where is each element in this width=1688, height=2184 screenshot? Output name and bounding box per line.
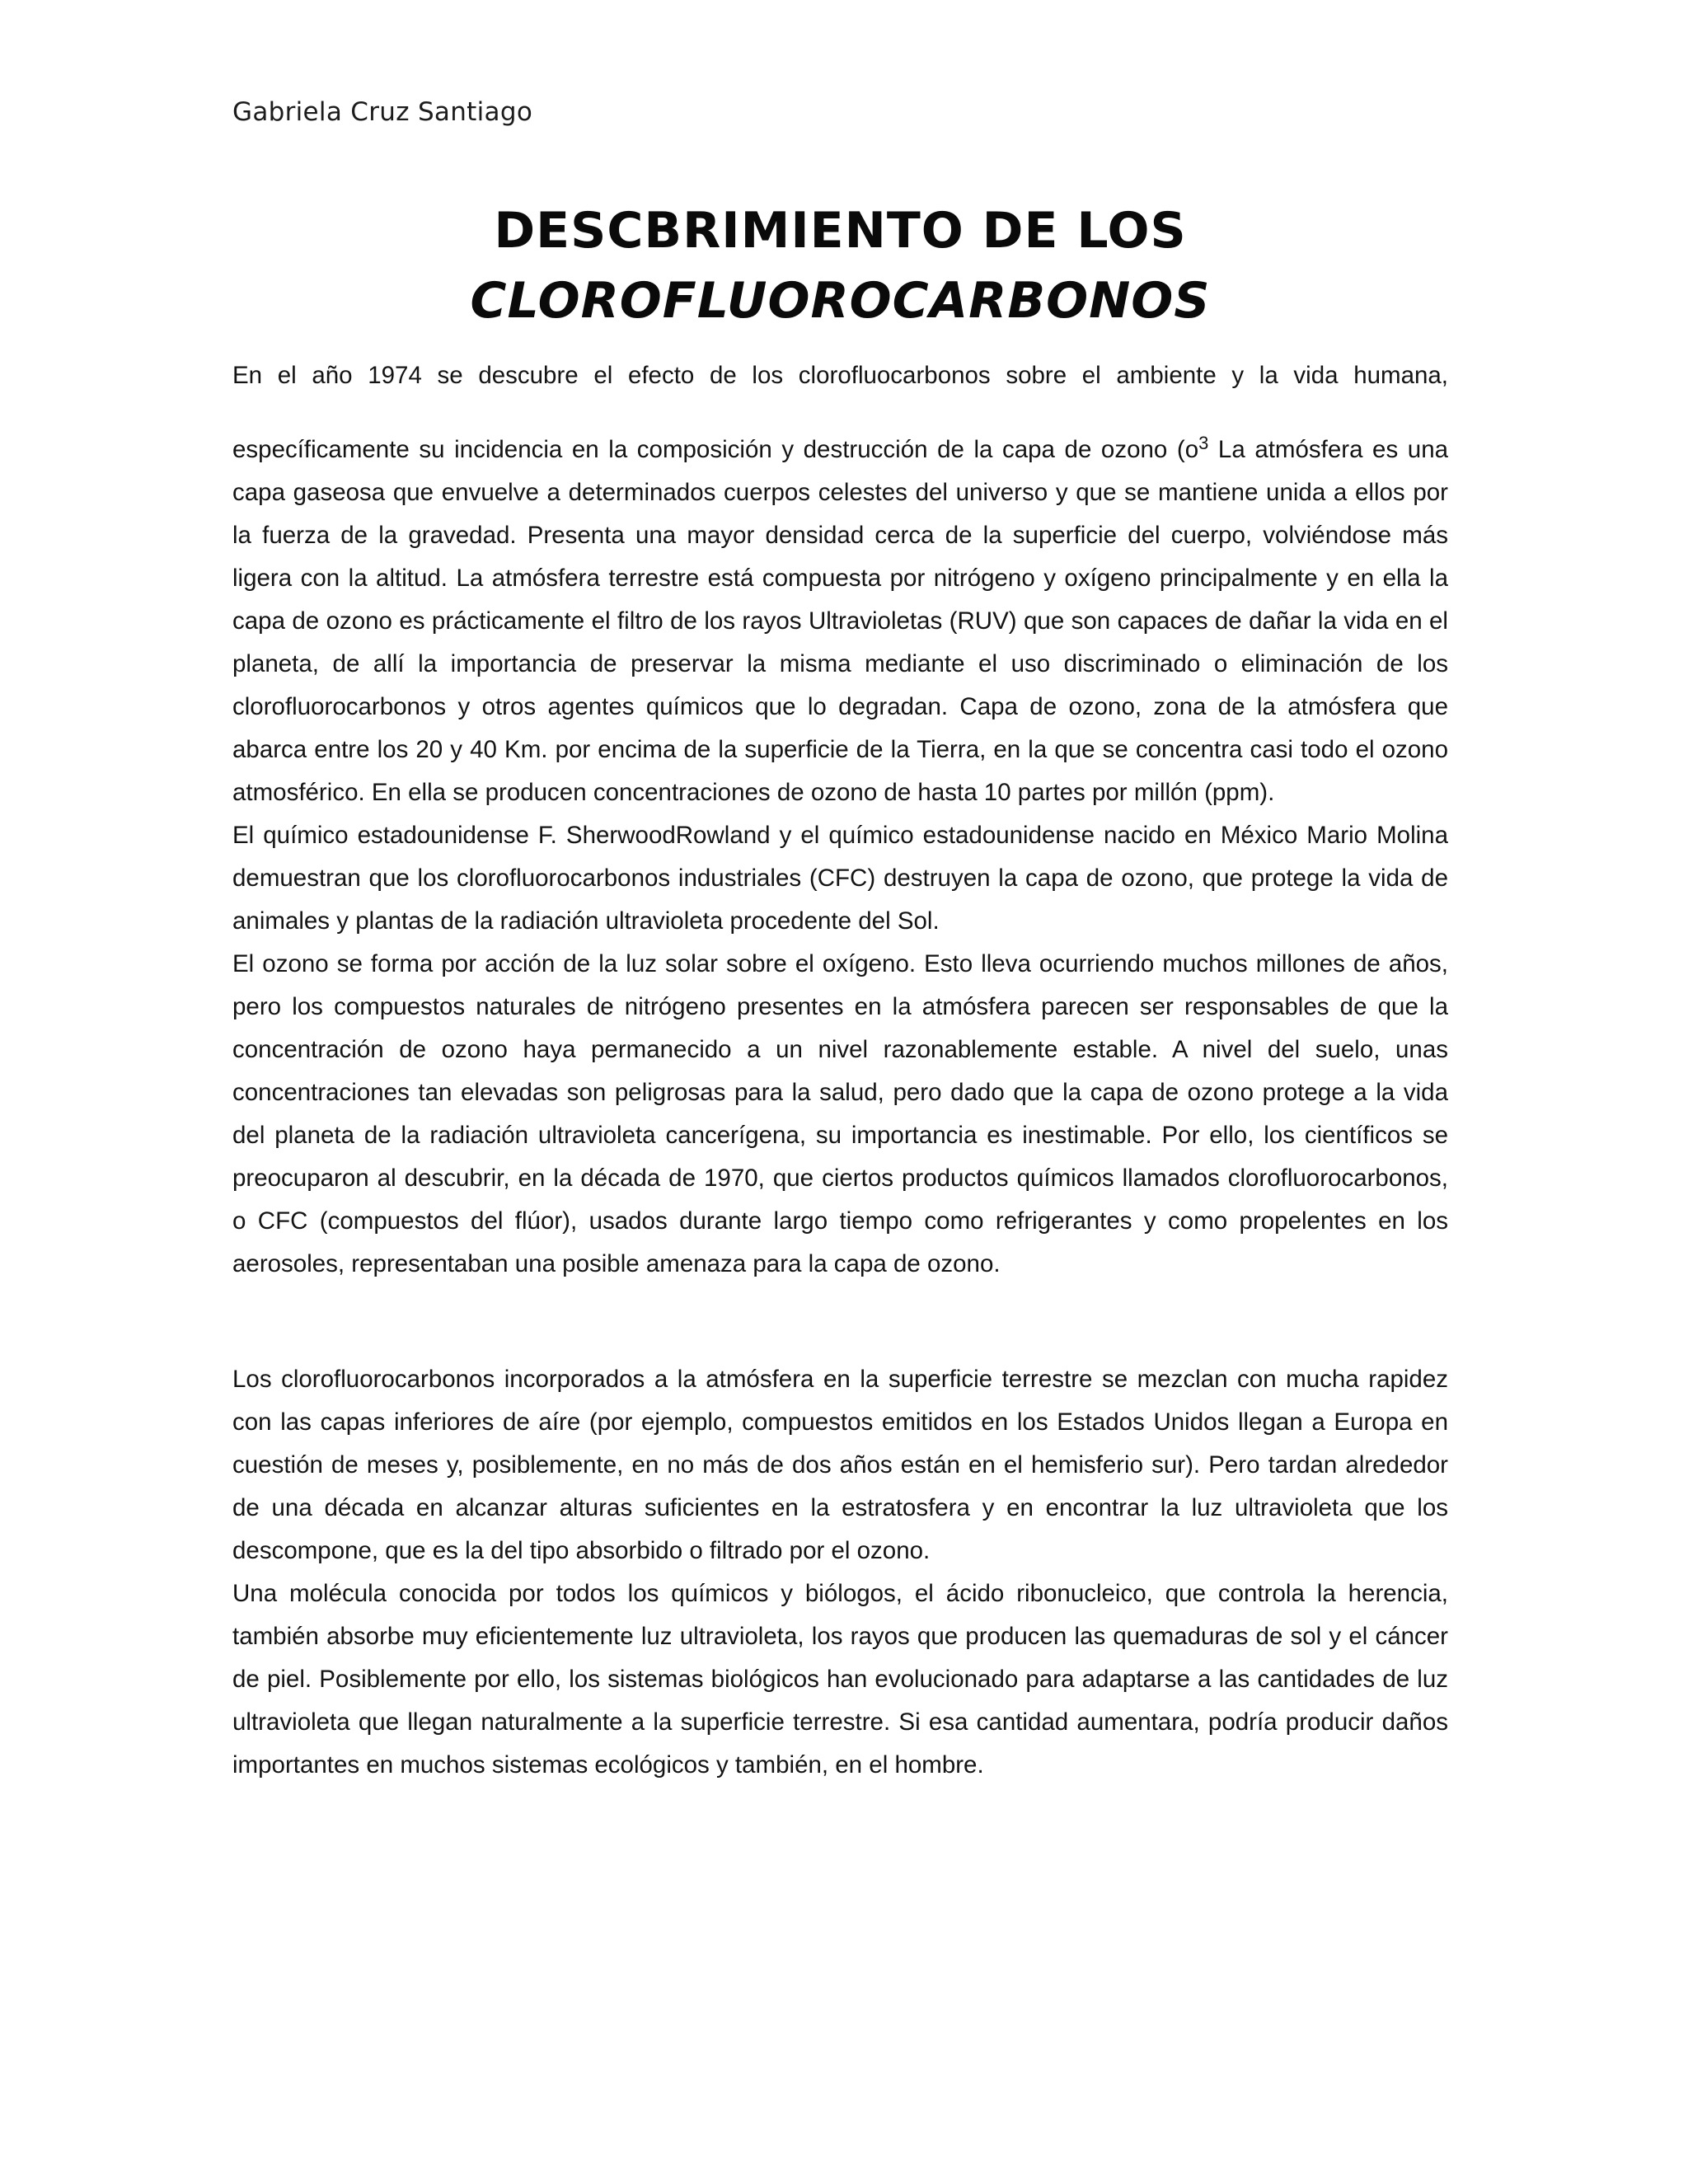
intro-first-line: En el año 1974 se descubre el efecto de los clorofluocarbonos sobre el ambiente y la vida humana, — [232, 362, 1448, 389]
paragraph-4: Los clorofluorocarbonos incorporados a la atmósfera en la superficie terrestre se mezclan con mucha rapidez con las capas inferiores de aíre (por ejemplo, compuestos emitidos en los Estados Unidos llegan a Europa en cuestión de meses y, posiblemente, en no más de dos años están en el hemisferio sur). Pero tardan alrededor de una década en alcanzar alturas suficientes en la estratosfera y en encontrar la luz ultravioleta que los descompone, que es la del tipo absorbido o filtrado por el ozono. — [232, 1366, 1448, 1564]
document-title-line-1: DESCBRIMIENTO DE LOS — [494, 202, 1187, 260]
paragraph-5: Una molécula conocida por todos los químicos y biólogos, el ácido ribonucleico, que controla la herencia, también absorbe muy eficientemente luz ultravioleta, los rayos que producen las quemaduras de sol y el cáncer de piel. Posiblemente por ello, los sistemas biológicos han evolucionado para adaptarse a las cantidades de luz ultravioleta que llegan naturalmente a la superficie terrestre. Si esa cantidad aumentara, podría producir daños importantes en muchos sistemas ecológicos y también, en el hombre. — [232, 1580, 1448, 1779]
paragraph-3: El ozono se forma por acción de la luz solar sobre el oxígeno. Esto lleva ocurriendo muchos millones de años, pero los compuestos naturales de nitrógeno presentes en la atmósfera parecen ser responsables de que la concentración de ozono haya permanecido a un nivel razonablemente estable. A nivel del suelo, unas concentraciones tan elevadas son peligrosas para la salud, pero dado que la capa de ozono protege a la vida del planeta de la radiación ultravioleta cancerígena, su importancia es inestimable. Por ello, los científicos se preocuparon al descubrir, en la década de 1970, que ciertos productos químicos llamados clorofluorocarbonos, o CFC (compuestos del flúor), usados durante largo tiempo como refrigerantes y como propelentes en los aerosoles, representaban una posible amenaza para la capa de ozono. — [232, 950, 1448, 1277]
author-name: Gabriela Cruz Santiago — [232, 97, 533, 127]
paragraph-2: El químico estadounidense F. SherwoodRowland y el químico estadounidense nacido en México Mario Molina demuestran que los clorofluorocarbonos industriales (CFC) destruyen la capa de ozono, que protege la vida de animales y plantas de la radiación ultravioleta procedente del Sol. — [232, 822, 1448, 935]
body-block-1 — [232, 354, 1448, 1286]
document-title-line-2: CLOROFLUOROCARBONOS — [470, 272, 1211, 330]
ozone-superscript: 3 — [1198, 433, 1209, 453]
intro-text-start: específicamente su incidencia en la composición y destrucción de la capa de ozono (o — [232, 436, 1199, 463]
intro-paragraph — [232, 422, 1448, 814]
body-block-2 — [232, 1358, 1448, 1787]
intro-text-rest: La atmósfera es una capa gaseosa que envuelve a determinados cuerpos celestes del universo y que se mantiene unida a ellos por la fuerza de la gravedad. Presenta una mayor densidad cerca de la superficie del cuerpo, volviéndose más ligera con la altitud. La atmósfera terrestre está compuesta por nitrógeno y oxígeno principalmente y en ella la capa de ozono es prácticamente el filtro de los rayos Ultravioletas (RUV) que son capaces de dañar la vida en el planeta, de allí la importancia de preservar la misma mediante el uso discriminado o eliminación de los clorofluorocarbonos y otros agentes químicos que lo degradan. Capa de ozono, zona de la atmósfera que abarca entre los 20 y 40 Km. por encima de la superficie de la Tierra, en la que se concentra casi todo el ozono atmosférico. En ella se producen concentraciones de ozono de hasta 10 partes por millón (ppm). — [232, 436, 1449, 806]
